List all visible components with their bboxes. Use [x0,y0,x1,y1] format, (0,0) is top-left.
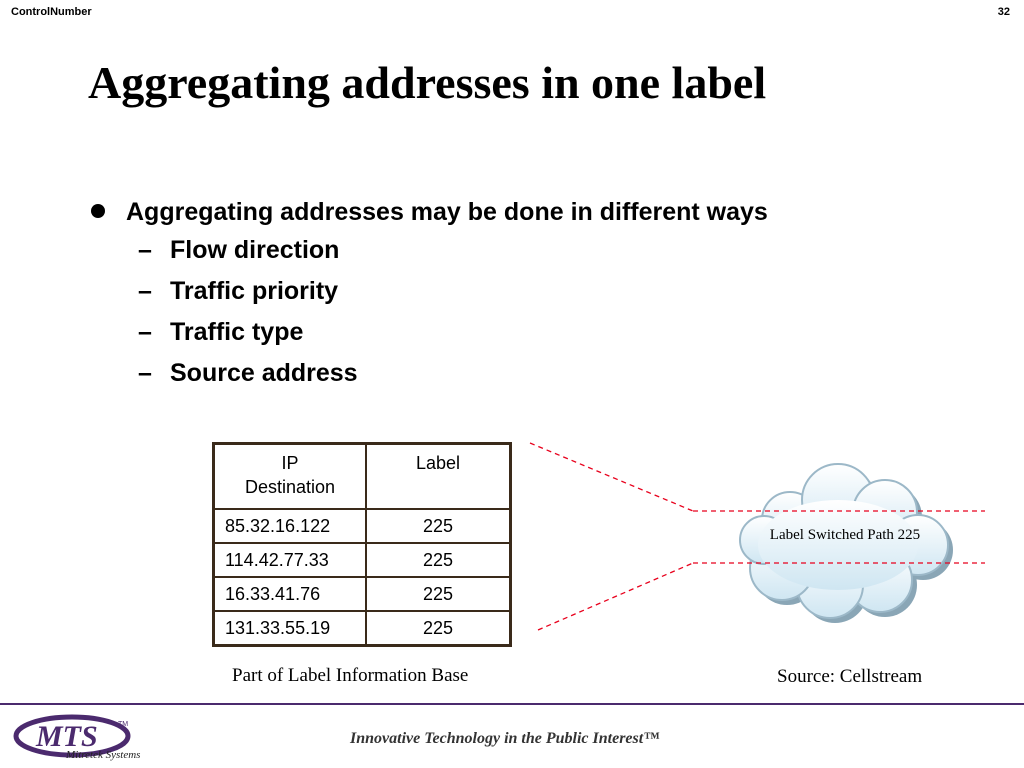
table-row [214,577,511,611]
slide-title: Aggregating addresses in one label [88,57,767,108]
dash-icon: – [138,277,152,305]
table-row [214,611,511,646]
label-information-table [212,442,512,647]
label-cell: 225 [366,611,511,646]
sub-bullet-text: Traffic priority [170,277,339,305]
logo-tm: TM [118,721,129,728]
logo-subtitle: Mitretek Systems [66,749,141,761]
mitretek-logo [10,708,200,764]
slide-number: 32 [997,6,1010,18]
dash-icon: – [138,318,152,346]
sub-bullet-text: Traffic type [170,318,304,346]
label-cell: 225 [366,543,511,577]
ip-cell: 131.33.55.19 [214,611,367,646]
sub-bullet-text: Source address [170,359,358,387]
cloud-fill [758,500,918,590]
sub-bullet-text: Flow direction [170,236,340,264]
footer-tagline: Innovative Technology in the Public Interest™ [350,730,660,747]
ip-cell: 114.42.77.33 [214,543,367,577]
bullet-main-text: Aggregating addresses may be done in different ways [126,198,768,226]
control-number: ControlNumber [11,6,92,18]
table-header-row [214,444,511,510]
source-caption: Source: Cellstream [777,666,923,687]
column-header-ip-line1: IP [281,453,299,473]
cloud-label: Label Switched Path 225 [769,527,921,543]
column-header-label: Label [366,444,511,510]
ip-cell: 16.33.41.76 [214,577,367,611]
label-cell: 225 [366,509,511,543]
table-row [214,543,511,577]
logo-text: MTS [36,720,98,753]
table-row [214,509,511,543]
column-header-ip [214,444,367,510]
label-cell: 225 [366,577,511,611]
ip-cell: 85.32.16.122 [214,509,367,543]
dash-icon: – [138,236,152,264]
footer-divider [0,703,1024,705]
dash-icon: – [138,359,152,387]
column-header-ip-line2: Destination [244,477,336,497]
table-caption: Part of Label Information Base [232,665,469,686]
